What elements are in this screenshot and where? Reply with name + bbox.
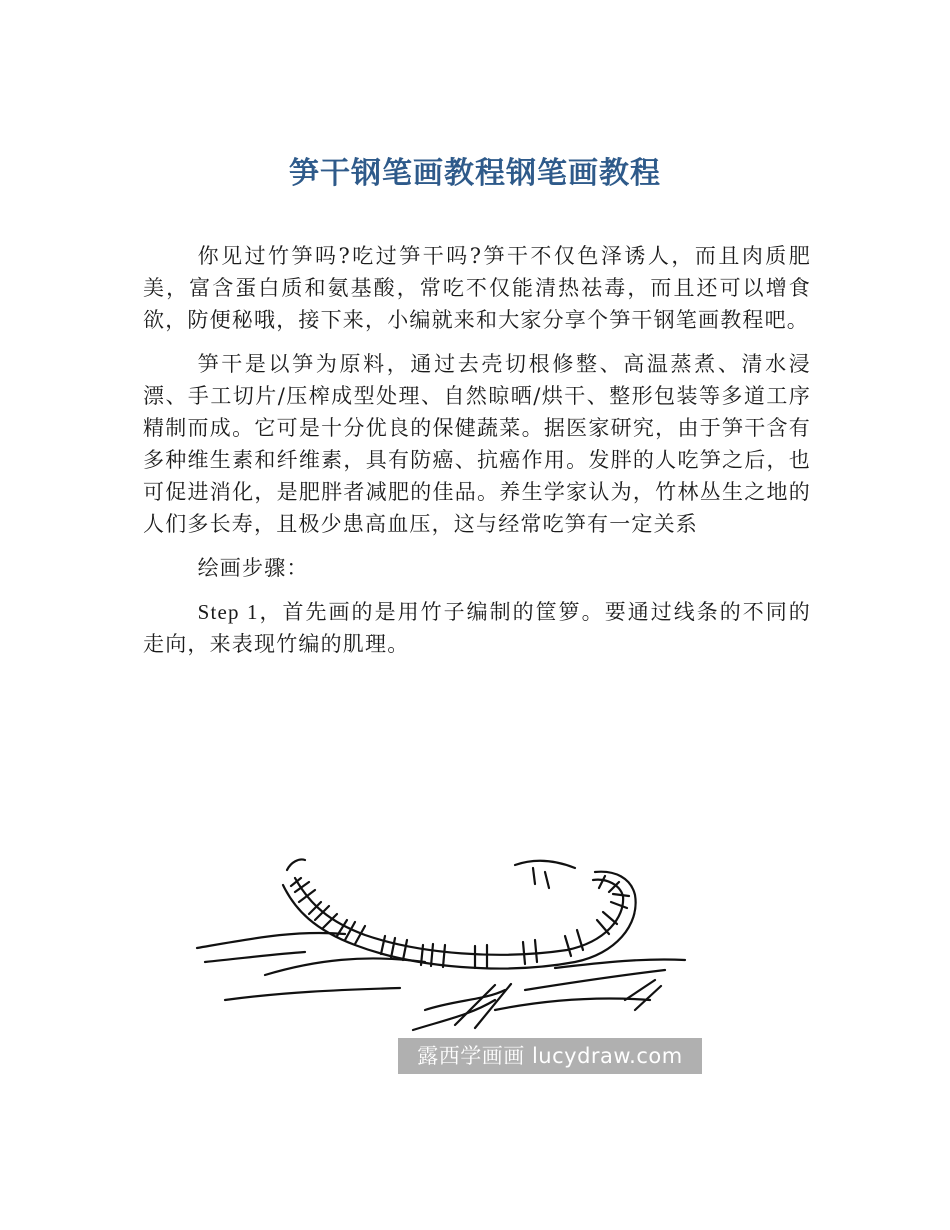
paragraph-steps-heading: 绘画步骤： bbox=[197, 556, 309, 580]
step-1-text: ，首先画的是用竹子编制的筐箩。要通过线条的不同的走向，来表现竹编的肌理。 bbox=[143, 600, 811, 656]
paragraph-step-1 bbox=[143, 596, 811, 660]
paragraph-description: 笋干是以笋为原料，通过去壳切根修整、高温蒸煮、清水浸漂、手工切片/压榨成型处理、自然晾晒/烘干、整形包装等多道工序精制而成。它可是十分优良的保健蔬菜。据医家研究，由于笋干含有多种维生素和纤维素，具有防癌、抗癌作用。发胖的人吃笋之后，也可促进消化，是肥胖者减肥的佳品。养生学家认为，竹林丛生之地的人们多长寿，且极少患高血压，这与经常吃笋有一定关系 bbox=[143, 352, 811, 536]
article-body bbox=[143, 240, 811, 672]
image-watermark: 露西学画画 lucydraw.com bbox=[398, 1038, 702, 1074]
page-title: 笋干钢笔画教程钢笔画教程 bbox=[289, 156, 661, 191]
step-1-label: Step 1 bbox=[197, 600, 259, 624]
paragraph-intro: 你见过竹笋吗?吃过笋干吗?笋干不仅色泽诱人，而且肉质肥美，富含蛋白质和氨基酸，常吃不仅能清热祛毒，而且还可以增食欲，防便秘哦，接下来，小编就来和大家分享个笋干钢笔画教程吧。 bbox=[143, 244, 811, 332]
